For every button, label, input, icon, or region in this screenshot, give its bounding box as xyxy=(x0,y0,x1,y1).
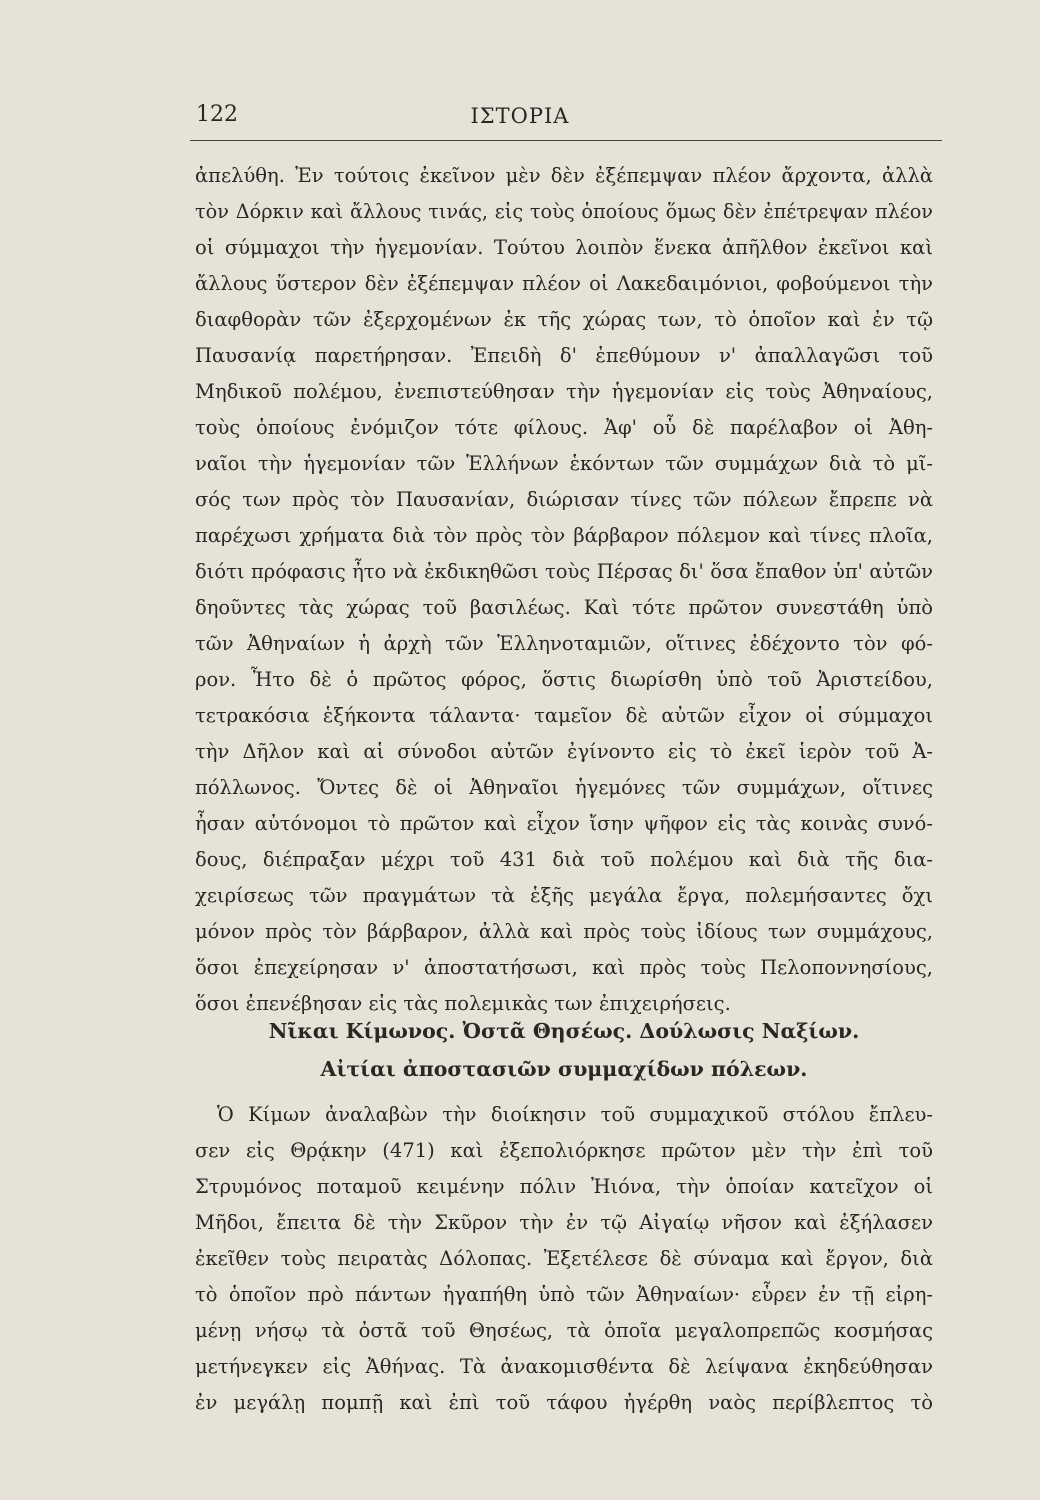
text-line: ὅσοι ἐπενέβησαν εἰς τὰς πολεμικὰς των ἐπιχειρήσεις. xyxy=(195,992,731,1015)
text-line: δους, διέπραξαν μέχρι τοῦ 431 διὰ τοῦ πολέμου καὶ διὰ τῆς δια- xyxy=(195,848,933,871)
section-heading xyxy=(195,1012,933,1088)
text-line: τοὺς ὁποίους ἐνόμιζον τότε φίλους. Ἀφ' οὗ δὲ παρέλαβον οἱ Ἀθη- xyxy=(195,416,933,439)
text-line: Ὁ Κίμων ἀναλαβὼν τὴν διοίκησιν τοῦ συμμαχικοῦ στόλου ἔπλευ- xyxy=(217,1103,933,1126)
text-line: Στρυμόνος ποταμοῦ κειμένην πόλιν Ἠιόνα, τὴν ὁποίαν κατεῖχον οἱ xyxy=(195,1175,933,1198)
text-line: ἦσαν αὐτόνομοι τὸ πρῶτον καὶ εἶχον ἴσην ψῆφον εἰς τὰς κοινὰς συνό- xyxy=(195,812,933,835)
text-line: ὅσοι ἐπεχείρησαν ν' ἀποστατήσωσι, καὶ πρὸς τοὺς Πελοποννησίους, xyxy=(195,956,933,979)
text-line: σεν εἰς Θρᾴκην (471) καὶ ἐξεπολιόρκησε πρῶτον μὲν τὴν ἐπὶ τοῦ xyxy=(195,1139,933,1162)
running-header xyxy=(0,98,1040,134)
text-line: διαφθορὰν τῶν ἐξερχομένων ἐκ τῆς χώρας των, τὸ ὁποῖον καὶ ἐν τῷ xyxy=(195,308,933,331)
page-number: 122 xyxy=(196,102,238,127)
text-line: μόνον πρὸς τὸν βάρβαρον, ἀλλὰ καὶ πρὸς τοὺς ἰδίους των συμμάχους, xyxy=(195,920,933,943)
text-line: πόλλωνος. Ὄντες δὲ οἱ Ἀθηναῖοι ἡγεμόνες τῶν συμμάχων, οἵτινες xyxy=(195,776,933,799)
text-line: σός των πρὸς τὸν Παυσανίαν, διώρισαν τίνες τῶν πόλεων ἔπρεπε νὰ xyxy=(195,488,933,511)
text-line: Μηδικοῦ πολέμου, ἐνεπιστεύθησαν τὴν ἡγεμονίαν εἰς τοὺς Ἀθηναίους, xyxy=(195,380,933,403)
text-line: τὸ ὁποῖον πρὸ πάντων ἠγαπήθη ὑπὸ τῶν Ἀθηναίων· εὗρεν ἐν τῇ εἰρη- xyxy=(195,1283,933,1306)
text-line: ἐν μεγάλῃ πομπῇ καὶ ἐπὶ τοῦ τάφου ἠγέρθη ναὸς περίβλεπτος τὸ xyxy=(195,1391,933,1414)
text-line: μετήνεγκεν εἰς Ἀθήνας. Τὰ ἀνακομισθέντα δὲ λείψανα ἐκηδεύθησαν xyxy=(195,1355,933,1378)
text-line: οἱ σύμμαχοι τὴν ἡγεμονίαν. Τούτου λοιπὸν ἕνεκα ἀπῆλθον ἐκεῖνοι καὶ xyxy=(195,236,933,259)
text-line: δηοῦντες τὰς χώρας τοῦ βασιλέως. Καὶ τότε πρῶτον συνεστάθη ὑπὸ xyxy=(195,596,933,619)
paragraph-1 xyxy=(195,158,933,1022)
text-line: ρον. Ἦτο δὲ ὁ πρῶτος φόρος, ὅστις διωρίσθη ὑπὸ τοῦ Ἀριστείδου, xyxy=(195,668,933,691)
text-line: ναῖοι τὴν ἡγεμονίαν τῶν Ἑλλήνων ἑκόντων τῶν συμμάχων διὰ τὸ μῖ- xyxy=(195,452,933,475)
text-line: διότι πρόφασις ἦτο νὰ ἐκδικηθῶσι τοὺς Πέρσας δι' ὅσα ἔπαθον ὑπ' αὐτῶν xyxy=(195,560,933,583)
text-line: τῶν Ἀθηναίων ἡ ἀρχὴ τῶν Ἑλληνοταμιῶν, οἵτινες ἐδέχοντο τὸν φό- xyxy=(195,632,933,655)
section-heading-line: Αἰτίαι ἀποστασιῶν συμμαχίδων πόλεων. xyxy=(320,1057,808,1081)
text-line: ἄλλους ὕστερον δὲν ἐξέπεμψαν πλέον οἱ Λακεδαιμόνιοι, φοβούμενοι τὴν xyxy=(195,272,933,295)
text-line: μένῃ νήσῳ τὰ ὀστᾶ τοῦ Θησέως, τὰ ὁποῖα μεγαλοπρεπῶς κοσμήσας xyxy=(195,1319,933,1342)
text-line: τὸν Δόρκιν καὶ ἄλλους τινάς, εἰς τοὺς ὁποίους ὅμως δὲν ἐπέτρεψαν πλέον xyxy=(195,200,933,223)
text-line: τετρακόσια ἑξήκοντα τάλαντα· ταμεῖον δὲ αὐτῶν εἶχον οἱ σύμμαχοι xyxy=(195,704,933,727)
text-line: χειρίσεως τῶν πραγμάτων τὰ ἑξῆς μεγάλα ἔργα, πολεμήσαντες ὄχι xyxy=(195,884,933,907)
text-line: τὴν Δῆλον καὶ αἱ σύνοδοι αὐτῶν ἐγίνοντο εἰς τὸ ἐκεῖ ἱερὸν τοῦ Ἀ- xyxy=(195,740,933,763)
text-line: ἐκεῖθεν τοὺς πειρατὰς Δόλοπας. Ἐξετέλεσε δὲ σύναμα καὶ ἔργον, διὰ xyxy=(195,1247,933,1270)
running-title: ΙΣΤΟΡΙΑ xyxy=(470,104,570,128)
text-line: παρέχωσι χρήματα διὰ τὸν πρὸς τὸν βάρβαρον πόλεμον καὶ τίνες πλοῖα, xyxy=(195,524,933,547)
text-line: ἀπελύθη. Ἐν τούτοις ἐκεῖνον μὲν δὲν ἐξέπεμψαν πλέον ἄρχοντα, ἀλλὰ xyxy=(195,164,933,187)
section-heading-line: Νῖκαι Κίμωνος. Ὀστᾶ Θησέως. Δούλωσις Ναξίων. xyxy=(268,1019,860,1043)
header-rule xyxy=(190,140,942,141)
text-line: Παυσανίᾳ παρετήρησαν. Ἐπειδὴ δ' ἐπεθύμουν ν' ἀπαλλαγῶσι τοῦ xyxy=(195,344,933,367)
paragraph-2 xyxy=(195,1097,933,1421)
text-line: Μῆδοι, ἔπειτα δὲ τὴν Σκῦρον τὴν ἐν τῷ Αἰγαίῳ νῆσον καὶ ἐξήλασεν xyxy=(195,1211,933,1234)
